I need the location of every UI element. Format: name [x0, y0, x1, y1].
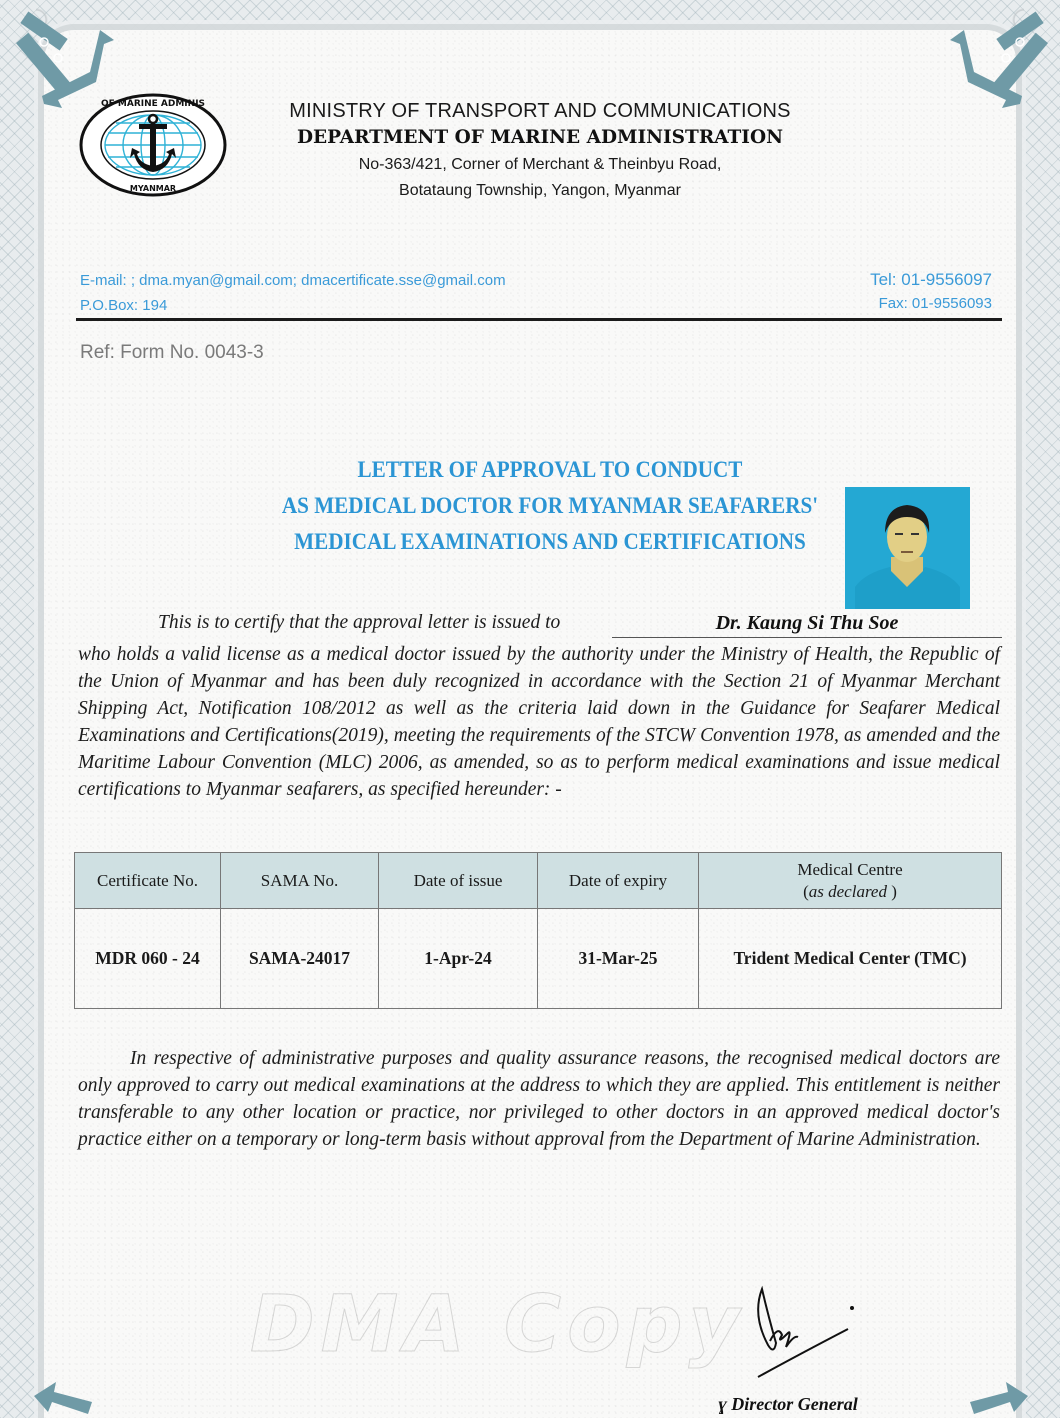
header-divider [76, 318, 1002, 321]
contact-left [80, 268, 506, 318]
department-seal-logo [78, 92, 228, 198]
header-medical-centre-note: as declared [808, 881, 887, 901]
header-date-of-expiry: Date of expiry [538, 853, 699, 909]
telephone: Tel: 01-9556097 [870, 270, 992, 289]
seal-ring-text-bottom: MYANMAR [129, 184, 177, 193]
title-line-2: AS MEDICAL DOCTOR FOR MYANMAR SEAFARERS' [281, 493, 819, 518]
seal-ring-text: OF MARINE ADMINIS [100, 99, 206, 109]
letter-title [246, 452, 853, 560]
address-line-2: Botataung Township, Yangon, Myanmar [399, 182, 681, 199]
form-reference: Ref: Form No. 0043-3 [80, 342, 264, 363]
cell-sama-no: SAMA-24017 [221, 909, 379, 1009]
po-box: P.O.Box: 194 [80, 297, 168, 314]
signature-dot [850, 1306, 854, 1310]
signatory-prefix: ɣ [718, 1394, 727, 1414]
closing-paragraph: In respective of administrative purposes and quality assurance reasons, the recognised medical doctors are only approved to carry out medical examinations at the address to which they are applied. This entitlement is neither transferable to any other location or practice, nor privileged to other doctors in an approved medical doctor's practice either on a temporary or long-term basis without approval from the Department of Marine Administration. [78, 1048, 1000, 1150]
cell-date-of-expiry: 31-Mar-25 [538, 909, 699, 1009]
letterhead [260, 98, 820, 204]
header-medical-centre-label: Medical Centre [797, 859, 903, 879]
department-name: DEPARTMENT OF MARINE ADMINISTRATION [297, 127, 783, 148]
cell-medical-centre: Trident Medical Center (TMC) [699, 909, 1002, 1009]
recipient-name: Dr. Kaung Si Thu Soe [612, 612, 1002, 638]
ministry-name: MINISTRY OF TRANSPORT AND COMMUNICATIONS [289, 100, 791, 122]
certification-intro: This is to certify that the approval letter is issued to [158, 612, 561, 633]
header-sama-no: SAMA No. [221, 853, 379, 909]
fax: Fax: 01-9556093 [878, 295, 992, 312]
address-line-1: No-363/421, Corner of Merchant & Theinbyu Road, [358, 156, 722, 173]
table-row [75, 909, 1002, 1009]
title-line-3: MEDICAL EXAMINATIONS AND CERTIFICATIONS [294, 529, 806, 554]
header-medical-centre: Medical Centre (as declared ) [699, 853, 1002, 909]
cell-certificate-no: MDR 060 - 24 [75, 909, 221, 1009]
table-header-row [75, 853, 1002, 909]
title-line-1: LETTER OF APPROVAL TO CONDUCT [357, 457, 743, 482]
doctor-photo [845, 487, 970, 609]
contact-right [870, 268, 992, 316]
email-addresses: E-mail: ; dma.myan@gmail.com; dmacertificate.sse@gmail.com [80, 272, 506, 289]
signature [748, 1285, 858, 1380]
copy-watermark: DMA Copy [250, 1280, 746, 1370]
certification-paragraph: who holds a valid license as a medical doctor issued by the authority under the Ministry of Health, the Republic of the Union of Myanmar and has been duly recognized in accordance with the Section 21 of Myanmar Merchant Shipping Act, Notification 108/2012 as well as the criteria laid down in the Guidance for Seafarer Medical Examinations and Certifications(2019), meeting the requirements of the STCW Convention 1978, as amended and the Maritime Labour Convention (MLC) 2006, as amended, so as to perform medical examinations and issue medical certifications to Myanmar seafarers, as specified hereunder: - [78, 644, 1000, 800]
signatory-title [718, 1394, 858, 1415]
certificate-table [74, 852, 1002, 1009]
header-certificate-no: Certificate No. [75, 853, 221, 909]
cell-date-of-issue: 1-Apr-24 [379, 909, 538, 1009]
header-date-of-issue: Date of issue [379, 853, 538, 909]
signatory-role: Director General [731, 1394, 858, 1414]
